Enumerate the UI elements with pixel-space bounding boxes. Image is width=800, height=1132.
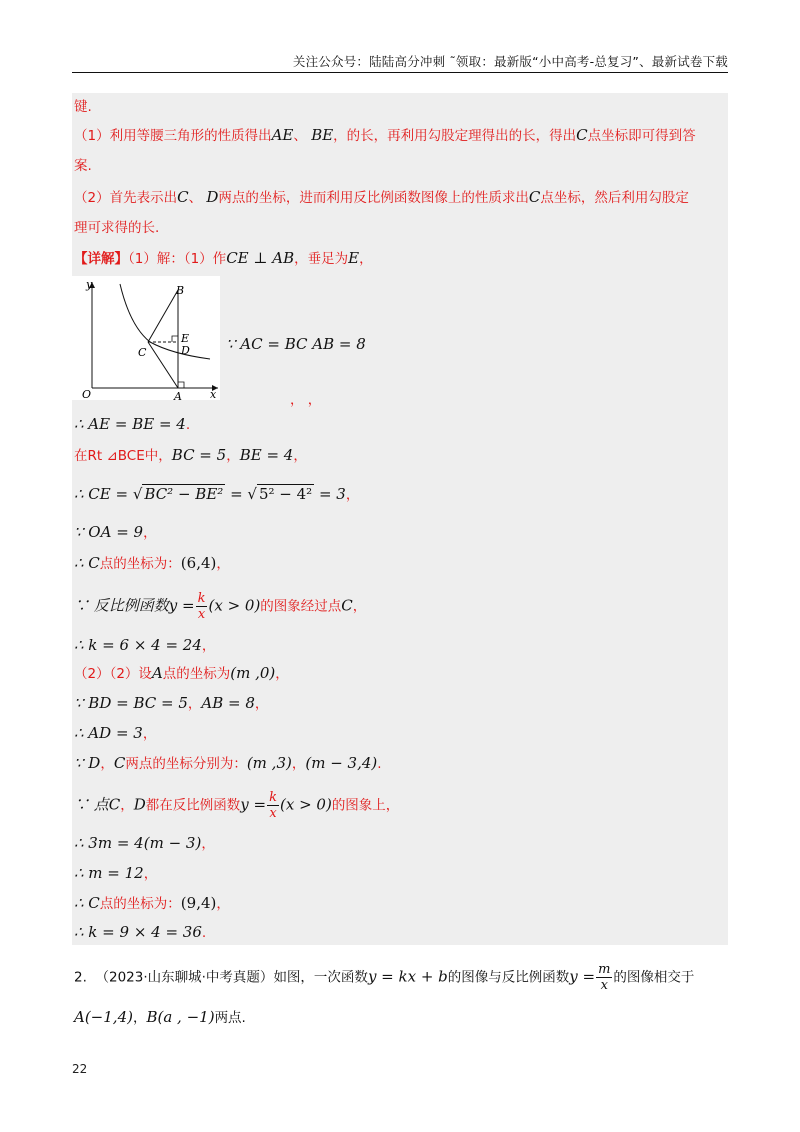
numerator: m <box>598 962 611 977</box>
fraction-k-x-2 <box>267 790 279 821</box>
step-8: ∵ BD = BC = 5，AB = 8， <box>74 694 269 712</box>
geometry-figure <box>72 276 220 400</box>
hyperbola-curve <box>120 284 210 359</box>
step-10: ∵ D，C两点的坐标分别为：(m ,3)，(m − 3,4). <box>74 754 382 772</box>
math-sqrt: BC² − BE² <box>144 485 224 503</box>
math: = <box>225 485 248 503</box>
label-y: y <box>86 278 93 291</box>
label-a: A <box>174 390 182 400</box>
given-commas: ， ， <box>290 392 322 408</box>
text: 点坐标即可得到答 <box>587 128 696 144</box>
segment-bc <box>148 290 178 342</box>
math: ∴ k = 9 × 4 = 36 <box>74 923 202 941</box>
math: C <box>341 596 353 615</box>
text: ， <box>132 1010 147 1026</box>
text: ， <box>359 251 373 267</box>
denominator: x <box>197 607 206 622</box>
text: 的图像相交于 <box>613 969 695 986</box>
math: ∵ BD = BC = 5 <box>74 694 188 712</box>
detail-tag: 【详解】 <box>74 251 128 267</box>
text: （2）首先表示出 <box>74 190 178 206</box>
text: 在Rt ⊿BCE中， <box>74 448 172 464</box>
step-7: ∴ k = 6 × 4 = 24， <box>74 636 216 654</box>
sol-line-1 <box>74 124 696 147</box>
page-header: 关注公众号：陆陆高分冲刺 ˜领取：最新版“小中高考-总复习”、最新试卷下载 <box>292 54 728 69</box>
math: ∴ k = 6 × 4 = 24 <box>74 636 202 654</box>
question-number: 2. <box>74 969 87 986</box>
text: 、 <box>188 190 203 206</box>
step-15: ∴ k = 9 × 4 = 36. <box>74 923 207 941</box>
text: 、 <box>293 128 307 144</box>
question-2-line-1 <box>74 962 694 993</box>
text: 的图象上， <box>331 797 400 814</box>
step-14: ∴ C点的坐标为：(9,4)， <box>74 894 230 912</box>
denominator: x <box>269 806 277 821</box>
math: ∵ OA = 9 <box>74 523 144 541</box>
math: y = <box>168 596 195 615</box>
text: ，垂足为 <box>294 251 349 267</box>
math: E <box>348 249 360 267</box>
step-2: 在Rt ⊿BCE中，BC = 5，BE = 4， <box>74 446 307 464</box>
math: ∴ m = 12 <box>74 864 144 882</box>
label-c: C <box>138 346 147 359</box>
math: (6,4) <box>180 554 217 572</box>
fraction-m-x <box>596 962 612 993</box>
math: C <box>528 188 541 206</box>
numerator: k <box>197 591 206 606</box>
label-d: D <box>181 344 190 357</box>
text: ，的长，再利用勾股定理得出的长，得出 <box>333 128 577 144</box>
math: ∴ AD = 3 <box>74 724 143 742</box>
detail-line <box>74 247 373 270</box>
math: C <box>576 126 588 144</box>
math: = 3 <box>314 485 346 503</box>
math: ∴ CE = <box>74 485 133 503</box>
math: BE <box>311 126 334 144</box>
step-11: ∵ 点C，D都在反比例函数y = $\frac{k}{x}$ (x > 0)的图象上， <box>74 790 400 821</box>
math: ∵ D <box>74 754 101 772</box>
label-b: B <box>176 284 185 297</box>
right-angle-a <box>178 382 184 388</box>
math-sqrt: 5² − 4² <box>258 485 313 503</box>
text: （1）解：（1）作 <box>128 251 227 267</box>
math: (9,4) <box>180 894 217 912</box>
math: ∴ C <box>74 554 100 572</box>
math: AB = 8 <box>201 694 255 712</box>
math: A <box>151 664 163 682</box>
text: 两点. <box>214 1010 246 1026</box>
text: 点坐标，然后利用勾股定 <box>540 190 689 206</box>
text: （1）利用等腰三角形的性质得出 <box>74 128 272 144</box>
sol-line-2 <box>74 186 689 209</box>
sol-line-key: 键. <box>74 99 92 115</box>
math: (m ,0) <box>230 664 276 682</box>
sol-line-2b: 理可求得的长. <box>74 220 160 236</box>
header-rule <box>72 72 728 73</box>
math: (m ,3) <box>246 754 292 772</box>
question-source: （2023·山东聊城·中考真题） <box>95 969 274 986</box>
step-3: ∴ CE = √ BC² − BE² = √ 5² − 4² = 3， <box>74 485 360 503</box>
step-12: ∴ 3m = 4(m − 3)， <box>74 834 215 852</box>
math: BC = 5 <box>171 446 227 464</box>
text: 点的坐标为 <box>162 666 231 682</box>
math: D <box>133 795 146 814</box>
math: AE <box>271 126 294 144</box>
text: 的图象经过点 <box>260 598 342 615</box>
figure-svg <box>72 276 220 400</box>
math: y = <box>240 795 267 814</box>
label-e: E <box>181 332 190 345</box>
math: C <box>113 754 126 772</box>
given-line <box>226 333 366 356</box>
right-angle-e <box>172 336 178 342</box>
math: y = kx + b <box>367 967 448 986</box>
math: (x > 0) <box>280 795 332 814</box>
text: 点的坐标为： <box>99 896 181 912</box>
math: (x > 0) <box>208 596 261 615</box>
math: ∴ C <box>74 894 100 912</box>
math: BE = 4 <box>239 446 294 464</box>
math: C <box>177 188 189 206</box>
step-4: ∵ OA = 9， <box>74 523 157 541</box>
math: (m − 3,4) <box>305 754 378 772</box>
math: A(−1,4) <box>74 1008 133 1026</box>
text: 两点的坐标，进而利用反比例函数图像上的性质求出 <box>218 190 529 206</box>
numerator: k <box>269 790 277 805</box>
fraction-k-x <box>196 591 208 622</box>
sol-line-1b: 案. <box>74 158 92 174</box>
label-o: O <box>82 388 92 400</box>
step-6: ∵ 反比例函数y = $\frac{k}{x}$ (x > 0)的图象经过点C， <box>74 591 367 622</box>
math: ∵ 点 <box>74 795 109 814</box>
label-x: x <box>210 388 217 400</box>
math: ∵ AC = BC AB = 8 <box>226 335 366 353</box>
step-13: ∴ m = 12， <box>74 864 158 882</box>
text: （2）（2）设 <box>74 666 152 682</box>
math: B(a , −1) <box>146 1008 215 1026</box>
step-5: ∴ C点的坐标为：(6,4)， <box>74 554 230 572</box>
step-1: ∴ AE = BE = 4. <box>74 415 191 433</box>
math: ∴ 3m = 4(m − 3) <box>74 834 202 852</box>
text: ， <box>226 448 240 464</box>
math: ∴ AE = BE = 4 <box>74 415 186 433</box>
step-9: ∴ AD = 3， <box>74 724 157 742</box>
segment-ca <box>148 342 178 388</box>
math: C <box>108 795 121 814</box>
math: CE ⊥ AB <box>226 249 295 267</box>
part2-intro: （2）（2）设A点的坐标为(m ,0)， <box>74 664 289 682</box>
math: ∵ 反比例函数 <box>74 596 169 615</box>
text: 如图，一次函数 <box>273 969 368 986</box>
math: y = <box>569 967 596 986</box>
text: 都在反比例函数 <box>145 797 241 814</box>
math: D <box>206 188 219 206</box>
text: 两点的坐标分别为： <box>125 756 247 772</box>
text: 点的坐标为： <box>99 556 181 572</box>
page-number: 22 <box>72 1062 88 1076</box>
question-2-line-2 <box>74 1006 246 1026</box>
text: 的图像与反比例函数 <box>447 969 570 986</box>
denominator: x <box>600 978 608 993</box>
